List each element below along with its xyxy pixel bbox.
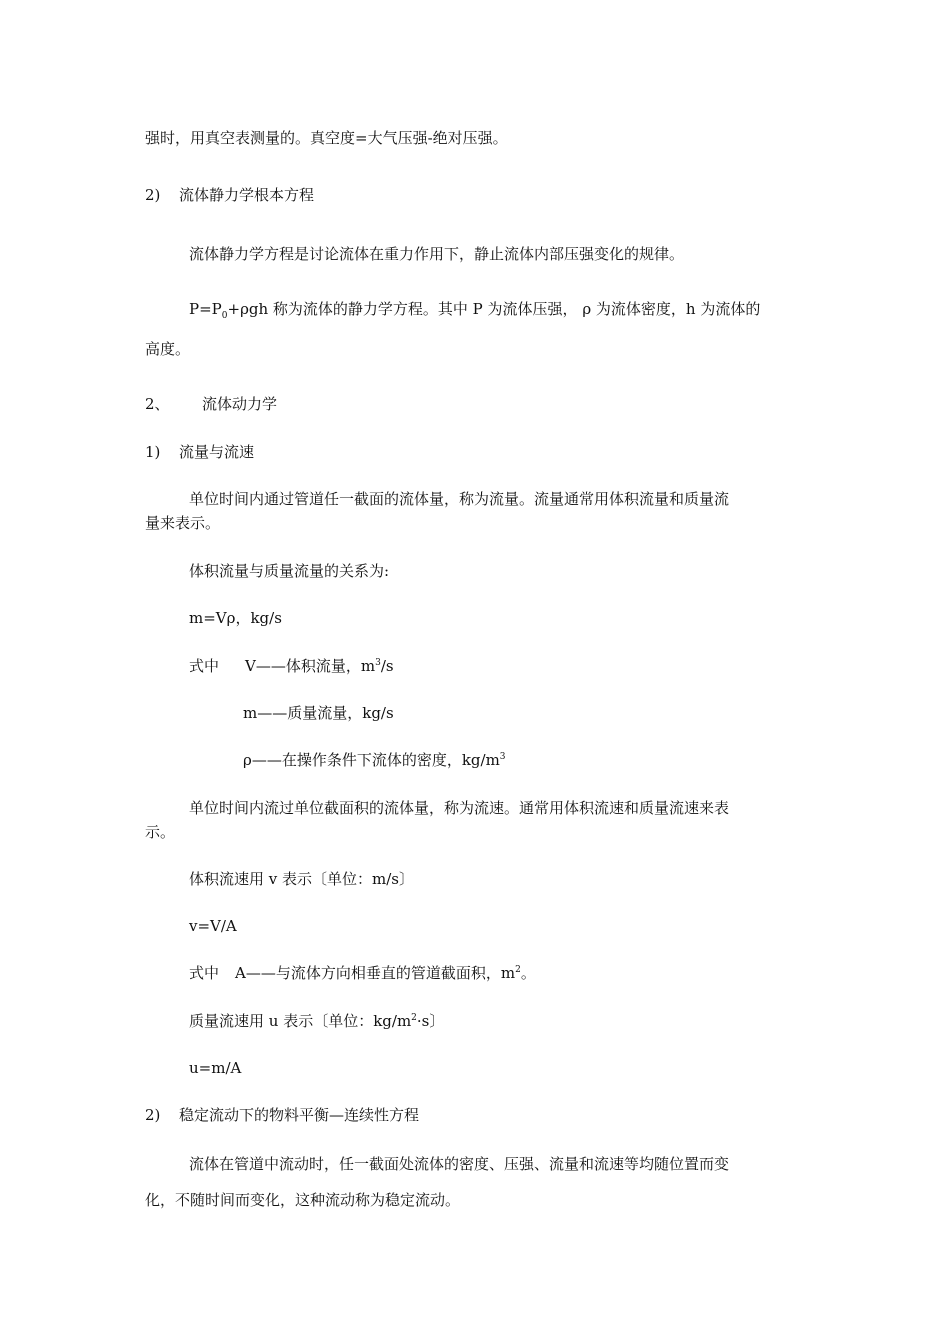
paragraph-velocity-b: 示。 [145,823,176,841]
paragraph-mass-velocity: 质量流速用 u 表示〔单位：$kg/m^2\cdot s$〕 [189,1012,445,1030]
static-equation-line: $P=P_0+\rho gh$ 称为流体的静力学方程。其中 P 为流体压强， ρ 为流体密度，h 为流体的 [189,300,761,321]
heading-text: 流体动力学 [202,395,278,413]
paragraph-relation: 体积流量与质量流量的关系为: [189,562,390,580]
equation-mass-flow: m=Vρ，kg/s [189,609,282,627]
heading-number: 2) [145,1106,161,1124]
heading-flow-rate-velocity [145,441,254,463]
paragraph-volume-velocity: 体积流速用 v 表示〔单位：m/s〕 [189,870,414,888]
heading-text: 稳定流动下的物料平衡—连续性方程 [179,1106,420,1124]
heading-text: 流体静力学根本方程 [179,186,315,204]
paragraph-steady-flow-a: 流体在管道中流动时，任一截面处流体的密度、压强、流量和流速等均随位置而变 [189,1155,730,1173]
heading-continuity-equation [145,1104,419,1126]
paragraph-flow-rate-a: 单位时间内通过管道任一截面的流体量，称为流量。流量通常用体积流量和质量流 [189,490,730,508]
equation-mass-velocity: u=m/A [189,1059,242,1077]
heading-number: 2、 [145,395,170,413]
heading-static-equation [145,184,314,206]
paragraph-velocity-a: 单位时间内流过单位截面积的流体量，称为流速。通常用体积流速和质量流速来表 [189,799,730,817]
paragraph-static-intro: 流体静力学方程是讨论流体在重力作用下，静止流体内部压强变化的规律。 [189,245,685,263]
paragraph-flow-rate-b: 量来表示。 [145,514,221,532]
where-density: ρ——在操作条件下流体的密度，$kg/m^3$ [243,751,506,769]
static-equation-line-cont: 高度。 [145,340,191,358]
paragraph-vacuum-definition: 强时，用真空表测量的。真空度=大气压强-绝对压强。 [145,129,508,147]
paragraph-steady-flow-b: 化，不随时间而变化，这种流动称为稳定流动。 [145,1191,461,1209]
where-area: 式中 A——与流体方向相垂直的管道截面积，$m^2$。 [189,964,536,982]
heading-number: 2) [145,186,161,204]
equation-volume-velocity: v=V/A [189,917,237,935]
heading-text: 流量与流速 [179,443,255,461]
where-volume-flow: 式中 V——体积流量，$m^3/s$ [189,657,394,675]
where-mass-flow: m——质量流量，kg/s [243,704,394,722]
heading-fluid-dynamics [145,393,277,415]
heading-number: 1) [145,443,161,461]
subscript-zero: 0 [221,311,228,321]
